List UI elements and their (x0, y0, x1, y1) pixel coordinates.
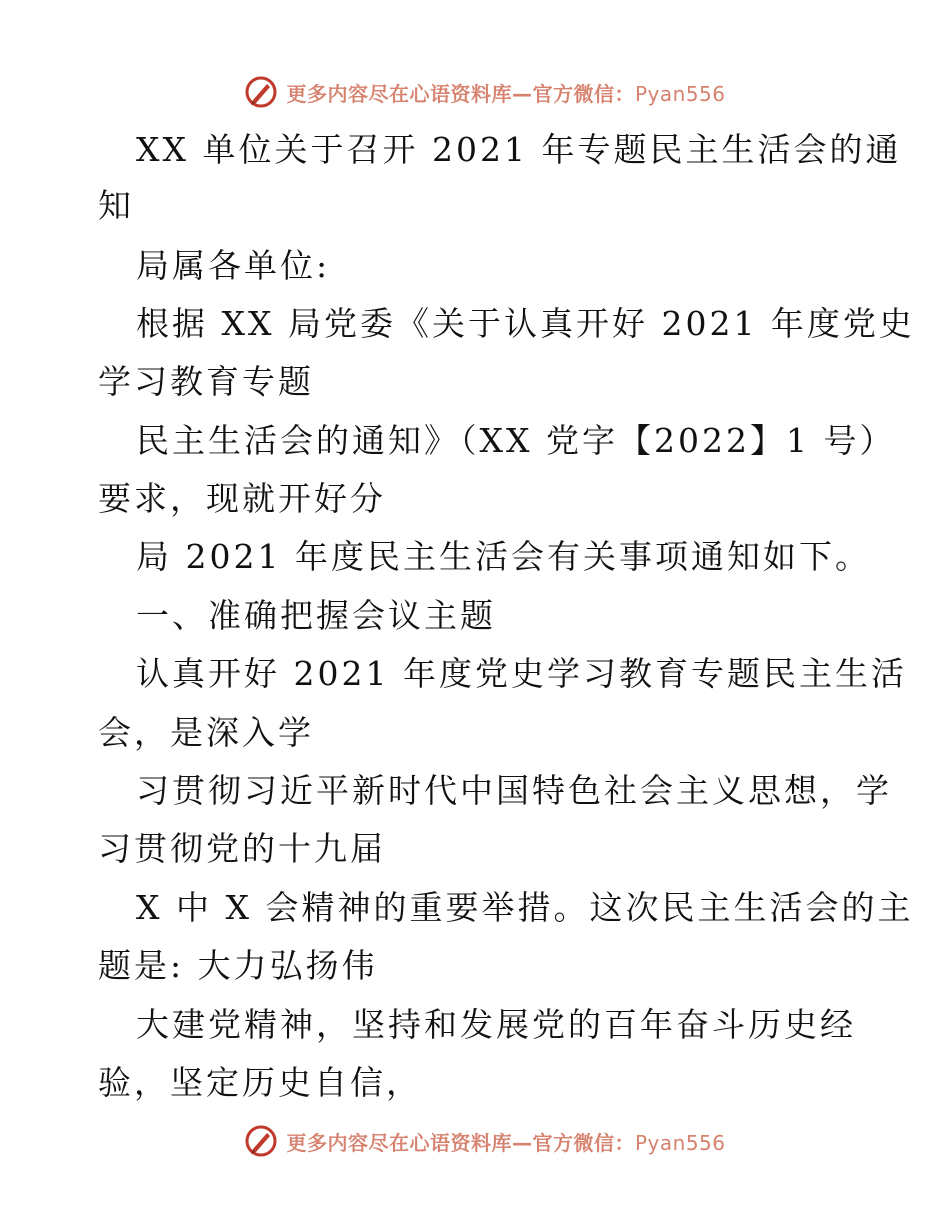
header-banner-wechat-id: Pyan556 (634, 81, 726, 106)
header-banner-text (286, 78, 725, 107)
pen-logo-icon (244, 75, 278, 109)
paragraph-line: 根据 XX 局党委《关于认真开好 2021 年度党史 (136, 304, 915, 343)
salutation: 局属各单位: (136, 246, 331, 285)
header-banner-cn: 更多内容尽在心语资料库—官方微信： (286, 81, 635, 106)
paragraph-line: 大建党精神，坚持和发展党的百年奋斗历史经 (136, 1005, 856, 1044)
paragraph-line: 习贯彻党的十九届 (98, 829, 386, 868)
section-heading: 一、准确把握会议主题 (136, 596, 496, 635)
paragraph-line: 验，坚定历史自信， (98, 1063, 422, 1102)
footer-banner-wechat-id: Pyan556 (634, 1130, 726, 1155)
footer-banner-cn: 更多内容尽在心语资料库—官方微信： (286, 1130, 635, 1155)
paragraph-line: 习贯彻习近平新时代中国特色社会主义思想，学 (136, 771, 892, 810)
paragraph-line: 民主生活会的通知》（XX 党字【2022】1 号） (136, 421, 896, 460)
paragraph-line: 要求，现就开好分 (98, 479, 386, 518)
paragraph-line: 题是: 大力弘扬伟 (98, 946, 378, 985)
footer-banner-text (286, 1127, 725, 1156)
paragraph-line: 认真开好 2021 年度党史学习教育专题民主生活 (136, 654, 907, 693)
pen-logo-icon (244, 1124, 278, 1158)
title-line-2: 知 (98, 186, 134, 225)
title-line-1: XX 单位关于召开 2021 年专题民主生活会的通 (136, 130, 902, 169)
footer-banner (0, 1121, 950, 1161)
paragraph-line: 局 2021 年度民主生活会有关事项通知如下。 (136, 537, 871, 576)
footer-banner-content (244, 1124, 725, 1158)
paragraph-line: 学习教育专题 (98, 362, 314, 401)
header-banner (0, 72, 950, 112)
paragraph-line: X 中 X 会精神的重要举措。这次民主生活会的主 (136, 888, 914, 927)
header-banner-content (244, 75, 725, 109)
paragraph-line: 会，是深入学 (98, 713, 314, 752)
